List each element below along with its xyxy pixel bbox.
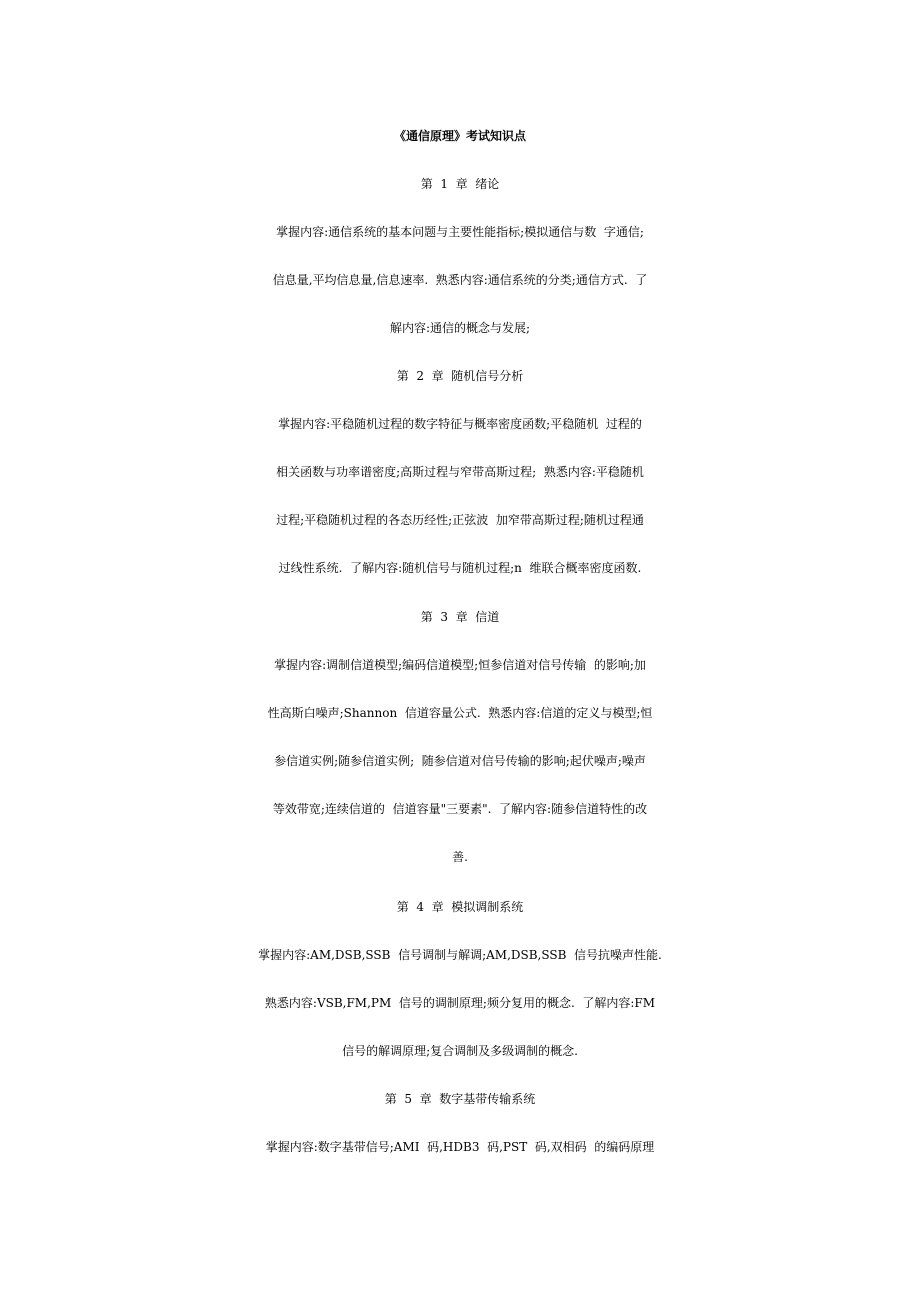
chapter-5-line-1: 掌握内容:数字基带信号;AMI 码,HDB3 码,PST 码,双相码 的编码原理 xyxy=(265,1140,655,1154)
chapter-3-line-4: 等效带宽;连续信道的 信道容量"三要素". 了解内容:随参信道特性的改 xyxy=(272,802,648,816)
chapter-1-line-3: 解内容:通信的概念与发展; xyxy=(389,321,531,335)
chapter-1-line-2: 信息量,平均信息量,信息速率. 熟悉内容:通信系统的分类;通信方式. 了 xyxy=(272,273,648,287)
chapter-2-line-1: 掌握内容:平稳随机过程的数字特征与概率密度函数;平稳随机 过程的 xyxy=(278,417,642,431)
chapter-5-heading: 第 5 章 数字基带传输系统 xyxy=(384,1092,536,1106)
chapter-3-line-5: 善. xyxy=(452,850,468,864)
chapter-3-line-2: 性高斯白噪声;Shannon 信道容量公式. 熟悉内容:信道的定义与模型;恒 xyxy=(267,706,653,720)
chapter-2-line-3: 过程;平稳随机过程的各态历经性;正弦波 加窄带高斯过程;随机过程通 xyxy=(276,513,644,527)
chapter-3-line-3: 参信道实例;随参信道实例; 随参信道对信号传输的影响;起伏噪声;噪声 xyxy=(274,754,646,768)
chapter-4-line-2: 熟悉内容:VSB,FM,PM 信号的调制原理;频分复用的概念. 了解内容:FM xyxy=(264,996,656,1010)
chapter-3-heading: 第 3 章 信道 xyxy=(420,610,500,624)
chapter-4-heading: 第 4 章 模拟调制系统 xyxy=(396,900,524,914)
chapter-2-line-4: 过线性系统. 了解内容:随机信号与随机过程;n 维联合概率密度函数. xyxy=(278,561,642,575)
chapter-1-heading: 第 1 章 绪论 xyxy=(420,177,500,191)
chapter-2-line-2: 相关函数与功率谱密度;高斯过程与窄带高斯过程; 熟悉内容:平稳随机 xyxy=(276,465,644,479)
chapter-3-line-1: 掌握内容:调制信道模型;编码信道模型;恒参信道对信号传输 的影响;加 xyxy=(274,658,646,672)
document-title: 《通信原理》考试知识点 xyxy=(393,129,526,143)
chapter-4-line-3: 信号的解调原理;复合调制及多级调制的概念. xyxy=(342,1044,578,1058)
chapter-2-heading: 第 2 章 随机信号分析 xyxy=(396,369,524,383)
chapter-1-line-1: 掌握内容:通信系统的基本问题与主要性能指标;模拟通信与数 字通信; xyxy=(276,225,644,239)
chapter-4-line-1: 掌握内容:AM,DSB,SSB 信号调制与解调;AM,DSB,SSB 信号抗噪声性能. xyxy=(258,948,662,962)
